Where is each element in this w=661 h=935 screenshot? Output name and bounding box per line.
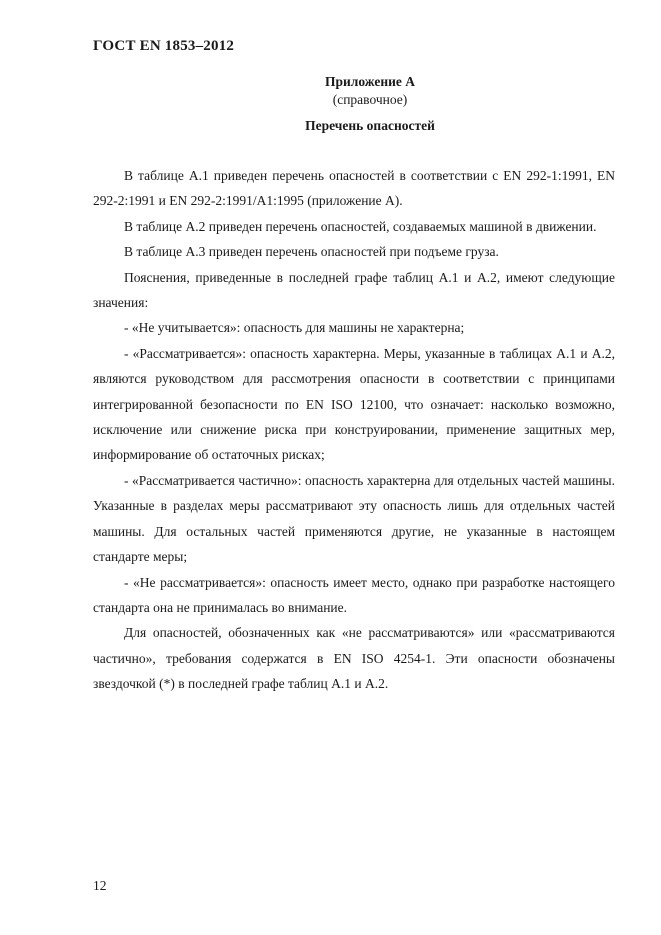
paragraph-table-a1: В таблице А.1 приведен перечень опасностей в соответствии с EN 292-1:1991, EN 292-2:1991 и EN 292-2:1991/A1:1995 (приложение А). xyxy=(93,168,615,209)
page-number: 12 xyxy=(93,878,107,893)
body-text xyxy=(93,163,615,697)
list-item-partially-considered: - «Рассматривается частично»: опасность характерна для отдельных частей машины. Указанные в разделах меры рассматривают эту опасность лишь для отдельных частей машины. Для остальных частей применяются другие, не указанные в настоящем стандарте меры; xyxy=(93,472,615,565)
list-item-not-addressed: - «Не рассматривается»: опасность имеет место, однако при разработке настоящего стандарта она не принималась во внимание. xyxy=(93,574,615,615)
paragraph-asterisk-note: Для опасностей, обозначенных как «не рассматриваются» или «рассматриваются частично», требования содержатся в EN ISO 4254-1. Эти опасности обозначены звездочкой (*) в последней графе таблиц А.1 и А.2. xyxy=(93,625,615,692)
paragraph-table-a2: В таблице А.2 приведен перечень опасностей, создаваемых машиной в движении. xyxy=(124,218,597,234)
paragraph-table-a3: В таблице А.3 приведен перечень опасностей при подъеме груза. xyxy=(124,244,499,260)
annex-subtitle: (справочное) xyxy=(332,92,408,107)
document-header: ГОСТ EN 1853–2012 xyxy=(93,38,235,54)
list-item-not-considered: - «Не учитывается»: опасность для машины не характерна; xyxy=(124,320,465,336)
list-item-considered: - «Рассматривается»: опасность характерна. Меры, указанные в таблицах А.1 и А.2, являются руководством для рассмотрения опасности в соответствии с принципами интегрированной безопасности по EN ISO 12100, что означает: насколько возможно, исключение или снижение риска при конструировании, применение защитных мер, информирование об остаточных рисках; xyxy=(93,345,615,463)
section-title: Перечень опасностей xyxy=(305,118,435,133)
paragraph-explanations: Пояснения, приведенные в последней графе таблиц А.1 и А.2, имеют следующие значения: xyxy=(93,269,615,311)
annex-title: Приложение А xyxy=(324,74,416,89)
